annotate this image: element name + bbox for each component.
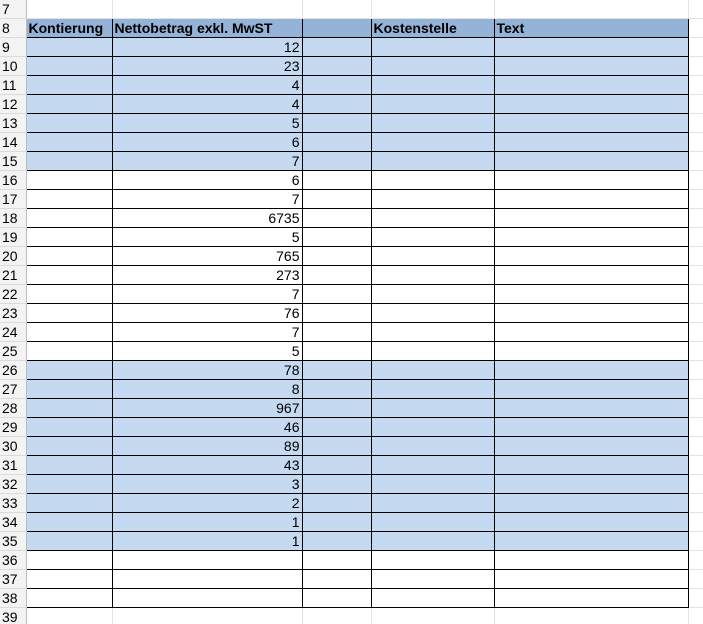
kostenstelle-cell[interactable] xyxy=(371,76,494,95)
text-cell[interactable] xyxy=(494,285,688,304)
row-number[interactable]: 31 xyxy=(0,456,26,475)
table-row xyxy=(0,570,703,589)
nettobetrag-cell[interactable]: 3 xyxy=(112,475,302,494)
cell[interactable] xyxy=(688,76,703,95)
kontierung-cell[interactable] xyxy=(26,570,112,589)
table-row xyxy=(0,532,703,551)
kontierung-cell[interactable] xyxy=(26,437,112,456)
cell[interactable] xyxy=(688,589,703,608)
text-cell[interactable] xyxy=(494,494,688,513)
cell[interactable] xyxy=(371,608,494,624)
table-row xyxy=(0,57,703,76)
table-row xyxy=(0,133,703,152)
table-row xyxy=(0,589,703,608)
table-row xyxy=(0,361,703,380)
sheet-row xyxy=(0,0,703,19)
cell[interactable] xyxy=(688,95,703,114)
blank-cell[interactable] xyxy=(302,247,371,266)
table-row xyxy=(0,266,703,285)
cell[interactable] xyxy=(688,0,703,19)
text-cell[interactable] xyxy=(494,152,688,171)
blank-cell[interactable] xyxy=(302,551,371,570)
row-number[interactable]: 17 xyxy=(0,190,26,209)
row-number[interactable]: 25 xyxy=(0,342,26,361)
kostenstelle-cell[interactable] xyxy=(371,266,494,285)
cell[interactable] xyxy=(688,475,703,494)
kontierung-cell[interactable] xyxy=(26,171,112,190)
nettobetrag-cell[interactable]: 12 xyxy=(112,38,302,57)
row-number[interactable]: 20 xyxy=(0,247,26,266)
text-cell[interactable] xyxy=(494,171,688,190)
nettobetrag-cell[interactable] xyxy=(112,551,302,570)
row-number[interactable]: 8 xyxy=(0,19,26,38)
blank-cell[interactable] xyxy=(302,285,371,304)
table-row xyxy=(0,152,703,171)
nettobetrag-cell[interactable]: 273 xyxy=(112,266,302,285)
kostenstelle-cell[interactable] xyxy=(371,228,494,247)
kontierung-cell[interactable] xyxy=(26,38,112,57)
row-number[interactable]: 26 xyxy=(0,361,26,380)
text-cell[interactable] xyxy=(494,456,688,475)
table-row xyxy=(0,228,703,247)
table-row xyxy=(0,304,703,323)
nettobetrag-cell[interactable]: 6735 xyxy=(112,209,302,228)
kontierung-cell[interactable] xyxy=(26,57,112,76)
kontierung-cell[interactable] xyxy=(26,513,112,532)
kostenstelle-cell[interactable] xyxy=(371,361,494,380)
nettobetrag-cell[interactable]: 5 xyxy=(112,342,302,361)
text-cell[interactable] xyxy=(494,38,688,57)
cell[interactable] xyxy=(688,399,703,418)
kontierung-cell[interactable] xyxy=(26,494,112,513)
table-row xyxy=(0,95,703,114)
table-row xyxy=(0,513,703,532)
cell[interactable] xyxy=(688,551,703,570)
row-number[interactable]: 29 xyxy=(0,418,26,437)
kostenstelle-cell[interactable] xyxy=(371,551,494,570)
blank-cell[interactable] xyxy=(302,361,371,380)
cell[interactable] xyxy=(688,532,703,551)
header-kontierung[interactable]: Kontierung xyxy=(26,19,112,38)
blank-cell[interactable] xyxy=(302,133,371,152)
kontierung-cell[interactable] xyxy=(26,133,112,152)
kostenstelle-cell[interactable] xyxy=(371,209,494,228)
text-cell[interactable] xyxy=(494,361,688,380)
kostenstelle-cell[interactable] xyxy=(371,95,494,114)
text-cell[interactable] xyxy=(494,95,688,114)
row-number[interactable]: 30 xyxy=(0,437,26,456)
text-cell[interactable] xyxy=(494,570,688,589)
text-cell[interactable] xyxy=(494,57,688,76)
blank-cell[interactable] xyxy=(302,532,371,551)
nettobetrag-cell[interactable]: 7 xyxy=(112,285,302,304)
text-cell[interactable] xyxy=(494,228,688,247)
text-cell[interactable] xyxy=(494,551,688,570)
blank-cell[interactable] xyxy=(302,323,371,342)
kostenstelle-cell[interactable] xyxy=(371,570,494,589)
table-row xyxy=(0,418,703,437)
kontierung-cell[interactable] xyxy=(26,380,112,399)
kontierung-cell[interactable] xyxy=(26,285,112,304)
nettobetrag-cell[interactable]: 1 xyxy=(112,532,302,551)
kontierung-cell[interactable] xyxy=(26,76,112,95)
kostenstelle-cell[interactable] xyxy=(371,133,494,152)
table-row xyxy=(0,171,703,190)
nettobetrag-cell[interactable]: 4 xyxy=(112,76,302,95)
kostenstelle-cell[interactable] xyxy=(371,247,494,266)
table-row xyxy=(0,209,703,228)
kontierung-cell[interactable] xyxy=(26,589,112,608)
row-number[interactable]: 22 xyxy=(0,285,26,304)
nettobetrag-cell[interactable]: 89 xyxy=(112,437,302,456)
cell[interactable] xyxy=(688,19,703,38)
cell[interactable] xyxy=(688,342,703,361)
table-row xyxy=(0,114,703,133)
kontierung-cell[interactable] xyxy=(26,342,112,361)
text-cell[interactable] xyxy=(494,304,688,323)
text-cell[interactable] xyxy=(494,247,688,266)
text-cell[interactable] xyxy=(494,190,688,209)
cell[interactable] xyxy=(688,418,703,437)
kontierung-cell[interactable] xyxy=(26,304,112,323)
row-number[interactable]: 14 xyxy=(0,133,26,152)
row-number[interactable]: 32 xyxy=(0,475,26,494)
table-row xyxy=(0,399,703,418)
blank-cell[interactable] xyxy=(302,76,371,95)
cell[interactable] xyxy=(688,190,703,209)
nettobetrag-cell[interactable]: 6 xyxy=(112,171,302,190)
kontierung-cell[interactable] xyxy=(26,247,112,266)
row-number[interactable]: 28 xyxy=(0,399,26,418)
table-row xyxy=(0,456,703,475)
kontierung-cell[interactable] xyxy=(26,532,112,551)
row-number[interactable]: 7 xyxy=(0,0,26,19)
row-number[interactable]: 39 xyxy=(0,608,26,624)
text-cell[interactable] xyxy=(494,114,688,133)
row-number[interactable]: 23 xyxy=(0,304,26,323)
kostenstelle-cell[interactable] xyxy=(371,304,494,323)
cell[interactable] xyxy=(494,0,688,19)
nettobetrag-cell[interactable]: 7 xyxy=(112,152,302,171)
nettobetrag-cell[interactable]: 5 xyxy=(112,114,302,133)
row-number[interactable]: 15 xyxy=(0,152,26,171)
kostenstelle-cell[interactable] xyxy=(371,437,494,456)
cell[interactable] xyxy=(688,171,703,190)
nettobetrag-cell[interactable]: 967 xyxy=(112,399,302,418)
header-blank[interactable] xyxy=(302,19,371,38)
kostenstelle-cell[interactable] xyxy=(371,589,494,608)
cell[interactable] xyxy=(688,114,703,133)
row-number[interactable]: 37 xyxy=(0,570,26,589)
nettobetrag-cell[interactable]: 7 xyxy=(112,190,302,209)
nettobetrag-cell[interactable]: 2 xyxy=(112,494,302,513)
blank-cell[interactable] xyxy=(302,589,371,608)
text-cell[interactable] xyxy=(494,437,688,456)
text-cell[interactable] xyxy=(494,133,688,152)
nettobetrag-cell[interactable]: 1 xyxy=(112,513,302,532)
nettobetrag-cell[interactable]: 765 xyxy=(112,247,302,266)
text-cell[interactable] xyxy=(494,475,688,494)
blank-cell[interactable] xyxy=(302,456,371,475)
cell[interactable] xyxy=(26,0,112,19)
cell[interactable] xyxy=(688,38,703,57)
text-cell[interactable] xyxy=(494,323,688,342)
table-row xyxy=(0,342,703,361)
row-number[interactable]: 16 xyxy=(0,171,26,190)
row-number[interactable]: 11 xyxy=(0,76,26,95)
blank-cell[interactable] xyxy=(302,342,371,361)
kontierung-cell[interactable] xyxy=(26,114,112,133)
cell[interactable] xyxy=(688,608,703,624)
cell[interactable] xyxy=(688,133,703,152)
blank-cell[interactable] xyxy=(302,38,371,57)
blank-cell[interactable] xyxy=(302,513,371,532)
kostenstelle-cell[interactable] xyxy=(371,380,494,399)
cell[interactable] xyxy=(688,247,703,266)
text-cell[interactable] xyxy=(494,589,688,608)
cell[interactable] xyxy=(688,437,703,456)
nettobetrag-cell[interactable]: 76 xyxy=(112,304,302,323)
kostenstelle-cell[interactable] xyxy=(371,513,494,532)
blank-cell[interactable] xyxy=(302,95,371,114)
nettobetrag-cell[interactable]: 46 xyxy=(112,418,302,437)
text-cell[interactable] xyxy=(494,266,688,285)
cell[interactable] xyxy=(26,608,112,624)
kostenstelle-cell[interactable] xyxy=(371,532,494,551)
kontierung-cell[interactable] xyxy=(26,361,112,380)
table-row xyxy=(0,190,703,209)
text-cell[interactable] xyxy=(494,209,688,228)
row-number[interactable]: 36 xyxy=(0,551,26,570)
table-row xyxy=(0,494,703,513)
cell[interactable] xyxy=(688,152,703,171)
cell[interactable] xyxy=(688,494,703,513)
cell[interactable] xyxy=(688,228,703,247)
nettobetrag-cell[interactable]: 5 xyxy=(112,228,302,247)
row-number[interactable]: 38 xyxy=(0,589,26,608)
kostenstelle-cell[interactable] xyxy=(371,494,494,513)
nettobetrag-cell[interactable]: 78 xyxy=(112,361,302,380)
cell[interactable] xyxy=(302,0,371,19)
kontierung-cell[interactable] xyxy=(26,190,112,209)
blank-cell[interactable] xyxy=(302,475,371,494)
kostenstelle-cell[interactable] xyxy=(371,38,494,57)
cell[interactable] xyxy=(688,57,703,76)
cell[interactable] xyxy=(688,304,703,323)
cell[interactable] xyxy=(688,209,703,228)
table-row xyxy=(0,247,703,266)
nettobetrag-cell[interactable]: 7 xyxy=(112,323,302,342)
cell[interactable] xyxy=(688,323,703,342)
kontierung-cell[interactable] xyxy=(26,95,112,114)
kostenstelle-cell[interactable] xyxy=(371,190,494,209)
nettobetrag-cell[interactable] xyxy=(112,589,302,608)
row-number[interactable]: 34 xyxy=(0,513,26,532)
blank-cell[interactable] xyxy=(302,228,371,247)
blank-cell[interactable] xyxy=(302,494,371,513)
kostenstelle-cell[interactable] xyxy=(371,114,494,133)
cell[interactable] xyxy=(302,608,371,624)
table-row xyxy=(0,551,703,570)
blank-cell[interactable] xyxy=(302,57,371,76)
row-number[interactable]: 13 xyxy=(0,114,26,133)
cell[interactable] xyxy=(688,380,703,399)
kontierung-cell[interactable] xyxy=(26,418,112,437)
blank-cell[interactable] xyxy=(302,114,371,133)
table-row xyxy=(0,323,703,342)
blank-cell[interactable] xyxy=(302,304,371,323)
table-row xyxy=(0,38,703,57)
sheet-row xyxy=(0,608,703,624)
blank-cell[interactable] xyxy=(302,437,371,456)
row-number[interactable]: 24 xyxy=(0,323,26,342)
row-number[interactable]: 33 xyxy=(0,494,26,513)
kostenstelle-cell[interactable] xyxy=(371,399,494,418)
kostenstelle-cell[interactable] xyxy=(371,418,494,437)
blank-cell[interactable] xyxy=(302,209,371,228)
kontierung-cell[interactable] xyxy=(26,266,112,285)
kostenstelle-cell[interactable] xyxy=(371,342,494,361)
row-number[interactable]: 12 xyxy=(0,95,26,114)
kostenstelle-cell[interactable] xyxy=(371,323,494,342)
nettobetrag-cell[interactable]: 43 xyxy=(112,456,302,475)
kostenstelle-cell[interactable] xyxy=(371,152,494,171)
header-kostenstelle[interactable]: Kostenstelle xyxy=(371,19,494,38)
row-number[interactable]: 9 xyxy=(0,38,26,57)
text-cell[interactable] xyxy=(494,513,688,532)
table-row xyxy=(0,380,703,399)
table-row xyxy=(0,285,703,304)
cell[interactable] xyxy=(688,513,703,532)
row-number[interactable]: 19 xyxy=(0,228,26,247)
cell[interactable] xyxy=(688,456,703,475)
kontierung-cell[interactable] xyxy=(26,323,112,342)
blank-cell[interactable] xyxy=(302,171,371,190)
blank-cell[interactable] xyxy=(302,418,371,437)
kostenstelle-cell[interactable] xyxy=(371,456,494,475)
header-nettobetrag[interactable]: Nettobetrag exkl. MwST xyxy=(112,19,302,38)
cell[interactable] xyxy=(112,0,302,19)
text-cell[interactable] xyxy=(494,380,688,399)
cell[interactable] xyxy=(688,570,703,589)
nettobetrag-cell[interactable] xyxy=(112,570,302,589)
kostenstelle-cell[interactable] xyxy=(371,171,494,190)
cell[interactable] xyxy=(688,285,703,304)
kontierung-cell[interactable] xyxy=(26,399,112,418)
row-number[interactable]: 21 xyxy=(0,266,26,285)
text-cell[interactable] xyxy=(494,532,688,551)
table-row xyxy=(0,475,703,494)
cell[interactable] xyxy=(494,608,688,624)
nettobetrag-cell[interactable]: 4 xyxy=(112,95,302,114)
kostenstelle-cell[interactable] xyxy=(371,475,494,494)
cell[interactable] xyxy=(371,0,494,19)
blank-cell[interactable] xyxy=(302,152,371,171)
kostenstelle-cell[interactable] xyxy=(371,57,494,76)
cell[interactable] xyxy=(112,608,302,624)
kontierung-cell[interactable] xyxy=(26,152,112,171)
kontierung-cell[interactable] xyxy=(26,551,112,570)
text-cell[interactable] xyxy=(494,76,688,95)
nettobetrag-cell[interactable]: 23 xyxy=(112,57,302,76)
kontierung-cell[interactable] xyxy=(26,228,112,247)
nettobetrag-cell[interactable]: 8 xyxy=(112,380,302,399)
blank-cell[interactable] xyxy=(302,380,371,399)
cell[interactable] xyxy=(688,361,703,380)
row-number[interactable]: 35 xyxy=(0,532,26,551)
row-number[interactable]: 18 xyxy=(0,209,26,228)
header-text[interactable]: Text xyxy=(494,19,688,38)
text-cell[interactable] xyxy=(494,399,688,418)
kontierung-cell[interactable] xyxy=(26,456,112,475)
kostenstelle-cell[interactable] xyxy=(371,285,494,304)
text-cell[interactable] xyxy=(494,418,688,437)
blank-cell[interactable] xyxy=(302,266,371,285)
table-row xyxy=(0,437,703,456)
table-header-row xyxy=(0,19,703,38)
blank-cell[interactable] xyxy=(302,570,371,589)
kontierung-cell[interactable] xyxy=(26,475,112,494)
cell[interactable] xyxy=(688,266,703,285)
text-cell[interactable] xyxy=(494,342,688,361)
table-row xyxy=(0,76,703,95)
blank-cell[interactable] xyxy=(302,399,371,418)
row-number[interactable]: 10 xyxy=(0,57,26,76)
nettobetrag-cell[interactable]: 6 xyxy=(112,133,302,152)
row-number[interactable]: 27 xyxy=(0,380,26,399)
kontierung-cell[interactable] xyxy=(26,209,112,228)
blank-cell[interactable] xyxy=(302,190,371,209)
